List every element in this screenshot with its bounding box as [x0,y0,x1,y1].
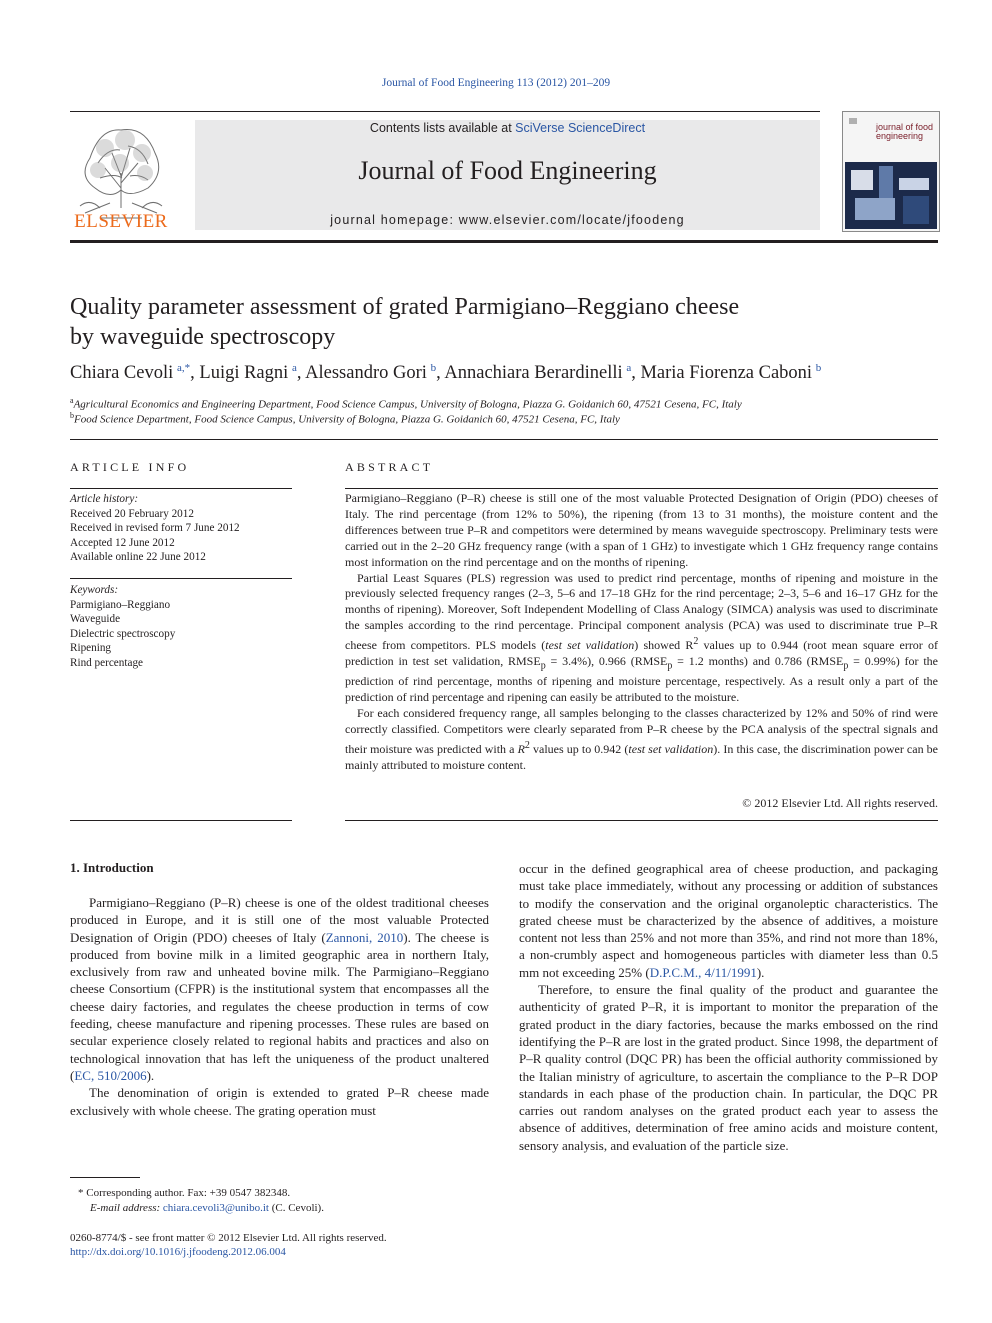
author-name[interactable]: Annachiara Berardinelli [444,363,623,384]
section-divider [70,439,938,440]
reference-link[interactable]: EC, 510/2006 [74,1067,147,1083]
journal-citation-link[interactable]: Journal of Food Engineering 113 (2012) 201–209 [381,77,611,89]
email-line: E-mail address: chiara.cevoli3@unibo.it (C. Cevoli). [90,1202,324,1214]
keywords-heading: Keywords: [70,584,119,596]
affiliation [70,396,930,411]
abstract-rule [345,820,938,821]
author-name[interactable]: Alessandro Gori [305,363,427,384]
keywords-list [70,583,292,670]
issn-line: 0260-8774/$ - see front matter © 2012 Elsevier Ltd. All rights reserved. [70,1232,387,1244]
article-title-line2: by waveguide spectroscopy [70,324,336,350]
article-title-line1: Quality parameter assessment of grated Parmigiano–Reggiano cheese [70,294,740,320]
author-affiliation-sup[interactable]: b [430,362,437,374]
history-entry: Available online 22 June 2012 [70,551,206,563]
header-bottom-rule [70,240,938,243]
author-affiliation-sup[interactable]: a [626,362,632,374]
affiliation-text: Food Science Department, Food Science Campus, University of Bologna, Piazza G. Goidanich 60, 47521 Cesena, FC, Italy [74,413,620,426]
keyword: Dielectric spectroscopy [70,627,176,640]
abstract-body [345,491,938,774]
author-email-link[interactable]: chiara.cevoli3@unibo.it [162,1202,269,1214]
keyword: Rind percentage [70,656,143,669]
abstract-paragraph: Parmigiano–Reggiano (P–R) cheese is still one of the most valuable Protected Designation of Origin (PDO) cheeses of Italy. The rind percentage (from 12% to 50%), the ripening (from 13 to 31 months), the moisture content and the differences between true P–R and competitors were determined by means waveguide spectroscopy. Preliminary tests were carried out in the 2–20 GHz frequency range (with a span of 1 GHz) to investigate which 1 GHz frequency range contains most information on the rind percentage and on the months of ripening. [345,491,938,569]
keyword: Waveguide [70,613,121,625]
corresponding-author-line: * Corresponding author. Fax: +39 0547 382348. [78,1187,291,1199]
history-entry: Received 20 February 2012 [70,507,194,520]
abstract-paragraph: For each considered frequency range, all samples belonging to the classes characterized by 12% and 50% of rind were correctly classified. Competitors were clearly separated from P–R cheese by the PCA analysis of the spectral signals and their moisture was predicted with a $R^2$ values up to 0.942 (test set validation). In this case, the discrimination power can be mainly attributed to moisture content. [345,706,938,772]
reference-link[interactable]: Zannoni, 2010 [325,929,404,945]
body-paragraph: occur in the defined geographical area of cheese production, and packaging must take place immediately, without any processing or addition of substances to modify the conservation and the original organoleptic characteristics. The grated cheese must be characterized by the absence of additives, a moisture content not less than 25% and not more than 35%, and rind not more than 18%, a non-crumbly aspect and homogeneous particles with diameter less than 0.5 mm not exceeding 25% (D.P.C.M., 4/11/1991). [519,861,938,980]
keyword: Ripening [70,642,112,654]
history-entry: Received in revised form 7 June 2012 [70,522,240,534]
body-paragraph: The denomination of origin is extended to grated P–R cheese made exclusively with whole cheese. The grating operation must [70,1085,489,1118]
body-column-left [70,894,489,1119]
abstract-heading: ABSTRACT [345,460,434,474]
contents-availability-line [195,121,820,135]
author-list: Chiara Cevoli $^{a,*}$, Luigi Ragni $^a$, Alessandro Gori $^b$, Annachiara Berardinelli $^a$, Maria Fiorenza Caboni $^b$ [70,362,822,384]
author-affiliation-sup[interactable]: b [815,362,822,374]
author-affiliation-sup[interactable]: a [292,362,297,374]
corresponding-author-footnote [70,1186,489,1216]
sciencedirect-link[interactable]: SciVerse ScienceDirect [515,121,646,135]
body-column-right [519,860,938,1154]
article-identifiers [70,1231,570,1259]
section-heading-introduction: 1. Introduction [70,860,154,875]
article-history [70,492,292,565]
reference-link[interactable]: D.P.C.M., 4/11/1991 [649,964,757,980]
article-title [70,292,930,352]
elsevier-wordmark: ELSEVIER [74,211,168,232]
journal-name: Journal of Food Engineering [358,156,657,185]
article-info-rule [70,820,292,821]
abstract-rule [345,488,938,489]
doi-link[interactable]: http://dx.doi.org/10.1016/j.jfoodeng.2012.06.004 [70,1246,286,1258]
article-info-heading: ARTICLE INFO [70,460,190,474]
contents-prefix: Contents lists available at [369,121,516,135]
article-history-heading: Article history: [70,493,139,505]
abstract-paragraph: Partial Least Squares (PLS) regression was used to predict rind percentage, months of ripening and moisture in the previously selected frequency ranges (2–3, 5–6 and 17–18 GHz for the rind percentage; 2–3, 5–6 and 16–17 GHz for the months of ripening). Moreover, Soft Independent Modelling of Class Analogy (SIMCA) analysis was used to discriminate the samples according to the rind percentage. Principal component analysis (PCA) was used to discriminate true P–R cheese from competitors. PLS models (test set validation) showed $R^2$ values up to 0.944 (root mean square error of prediction in test set validation, $RMSE_p = 3.4\%$), 0.966 ($RMSE_p = 1.2$ months) and 0.786 $(RMSE_p = 0.99\%)$ for the prediction of rind percentage, months of ripening and moisture percentage, respectively. As a result only a part of the prediction of rind percentage and ripening can easily be attributed to the moisture. [345,570,938,705]
copyright-notice: © 2012 Elsevier Ltd. All rights reserved. [742,796,938,810]
affiliation-marker: a [70,396,74,405]
history-entry: Accepted 12 June 2012 [70,536,175,549]
cover-journal-title: journal of food engineering [876,122,934,141]
journal-homepage-line[interactable]: journal homepage: www.elsevier.com/locate/jfoodeng [330,213,685,227]
body-paragraph: Parmigiano–Reggiano (P–R) cheese is one of the oldest traditional cheeses produced in Europe, and it is still one of the most valuable Protected Designation of Origin (PDO) cheeses of Italy (Zannoni, 2010). The cheese is produced from bovine milk in a limited geographic area in northern Italy, exclusively from raw and unheated bovine milk. The Parmigiano–Reggiano cheese Consortium (CFPR) is the institutional system that encompasses all the cheese dairy factories, and regulates the cheese production in terms of cow feeding, cheese manufacture and ripening processes. These rules are based on secular experience closely related to regional habits and practices and also on technological innovation that has left the uniqueness of the product unaltered (EC, 510/2006). [70,895,490,1083]
author-name[interactable]: Maria Fiorenza Caboni [640,363,813,384]
article-info-rule [70,578,292,579]
header-rule [70,111,820,112]
affiliation [70,411,930,426]
affiliation-text: Agricultural Economics and Engineering Department, Food Science Campus, University of Bologna, Piazza G. Goidanich 60, 47521 Cesena, FC, Italy [73,398,742,411]
keyword: Parmigiano–Reggiano [70,598,171,611]
author-name[interactable]: Chiara Cevoli [70,363,174,384]
footnote-rule [70,1177,140,1178]
article-info-rule [70,488,292,489]
author-affiliation-sup[interactable]: a,* [177,362,191,374]
body-paragraph: Therefore, to ensure the final quality of the product and guarantee the authenticity of grated P–R, it is important to monitor the preparation of the grated product in the diary factories, because the marks embossed on the rind identifying the P–R are lost in the grated product. Since 1998, the department of P–R quality control (DQC PR) has been the official authority commissioned by the Italian ministry of agriculture, to ascertain the compliance to the P–R DOP standards in each phase of the production chain. In particular, the DQC PR carries out random analyses on the grated product each year to assess the absence of additives, determination of free amino acids and moisture content, sensory analysis, and evaluation of the particle size. [519,982,938,1153]
affiliation-marker: b [70,411,74,420]
author-name[interactable]: Luigi Ragni [199,363,289,384]
